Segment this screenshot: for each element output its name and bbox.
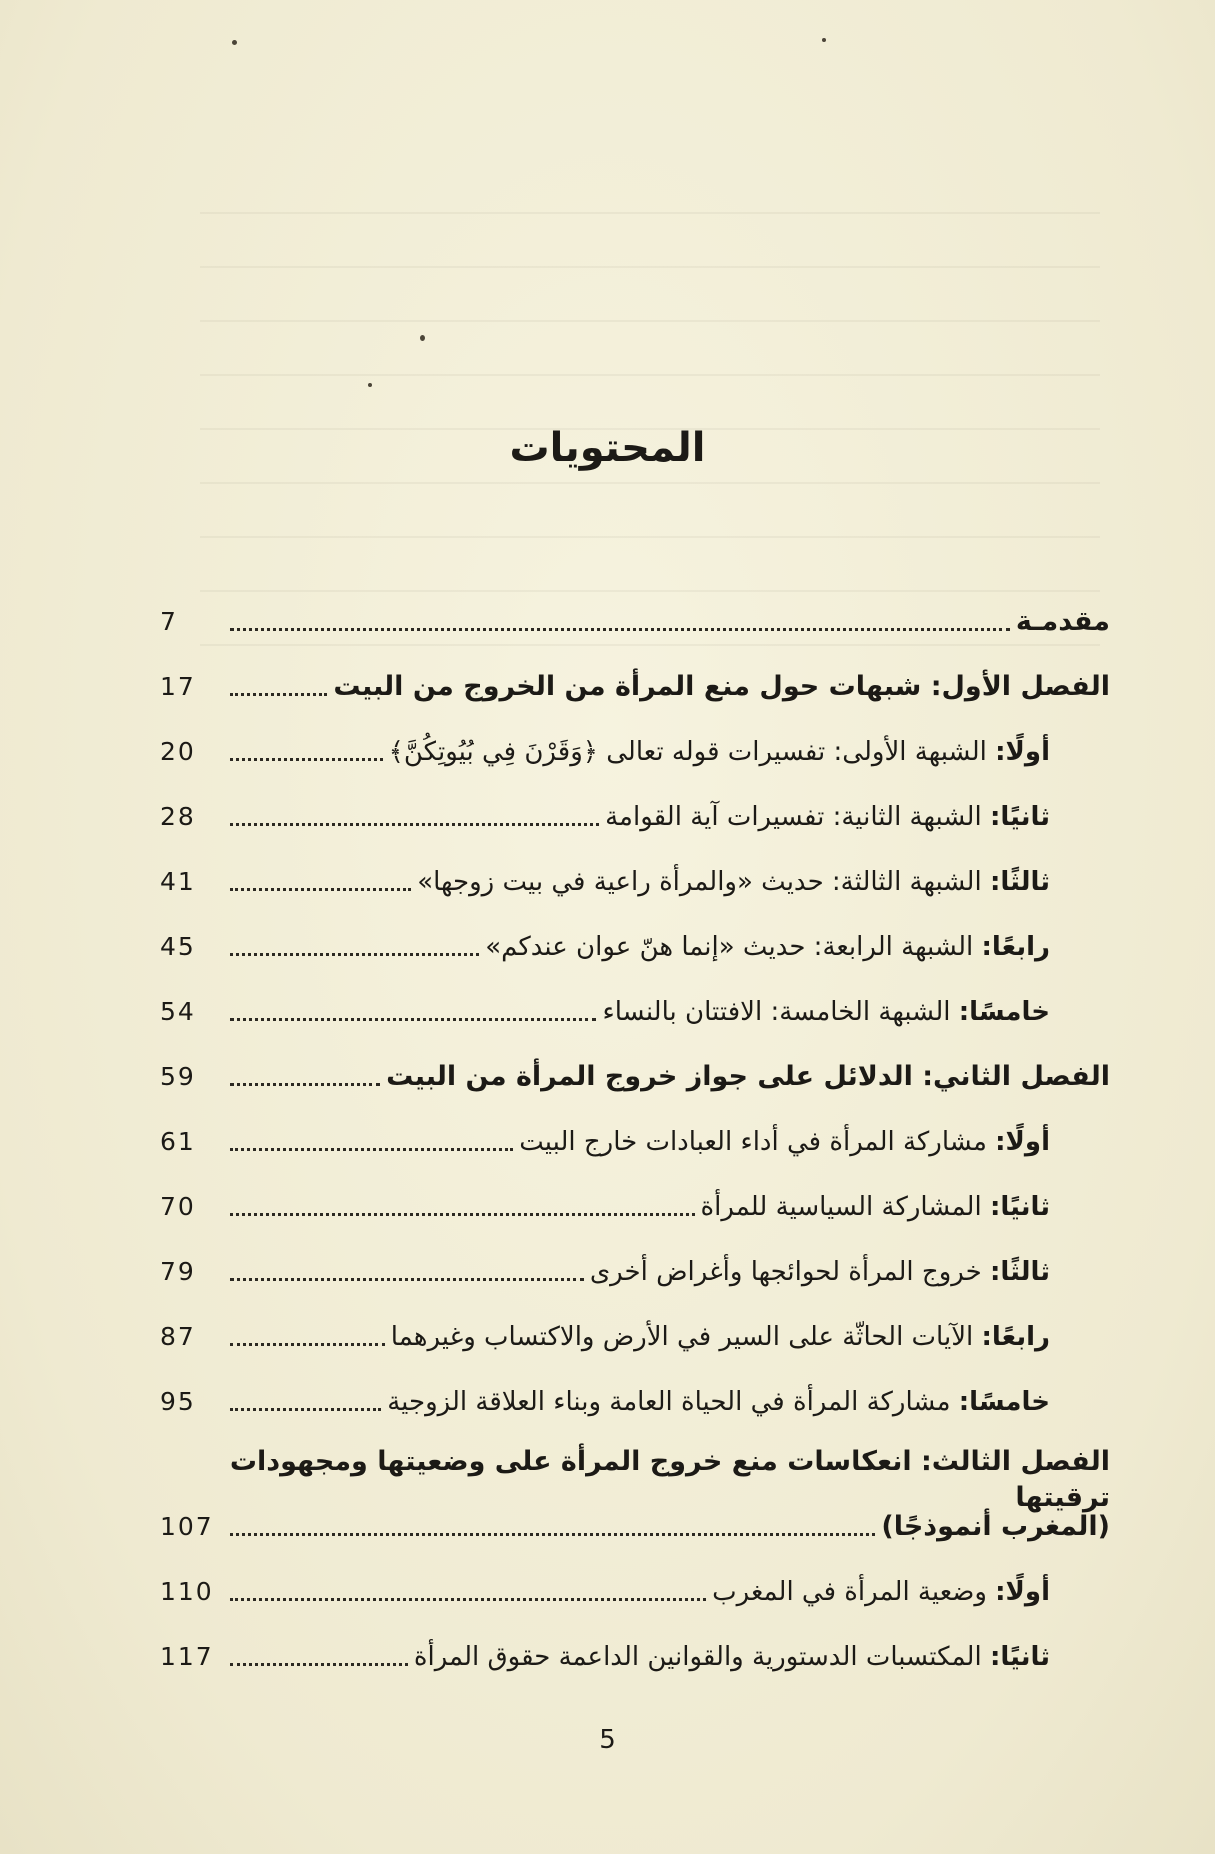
dot-leader [230, 628, 1010, 631]
toc-page-number: 45 [160, 932, 196, 961]
dot-leader [230, 1148, 513, 1151]
ordinal-prefix: خامسًا: [958, 997, 1050, 1027]
entry-text: المشاركة السياسية للمرأة [700, 1192, 990, 1222]
ordinal-prefix: رابعًا: [981, 932, 1050, 962]
toc-page-number: 110 [160, 1577, 214, 1606]
toc-entry-label: الفصل الأول: شبهات حول منع المرأة من الخروج من البيت [333, 671, 1110, 702]
entry-text: الشبهة الثانية: تفسيرات آية القوامة [605, 802, 990, 832]
toc-entry-label [695, 1189, 1110, 1225]
dot-leader [230, 888, 411, 891]
toc-entry-section[interactable] [160, 1625, 1110, 1675]
toc-entry-label [411, 864, 1110, 900]
ordinal-prefix: أولًا: [995, 1127, 1050, 1157]
ordinal-prefix: ثالثًا: [989, 1257, 1050, 1287]
toc-entry-chapter-3-heading[interactable]: الفصل الثالث: انعكاسات منع خروج المرأة على وضعيتها ومجهودات ترقيتها [229, 1446, 1110, 1513]
toc-entry-chapter-3[interactable] [160, 1495, 1110, 1545]
entry-text: الشبهة الخامسة: الافتتان بالنساء [602, 997, 959, 1027]
toc-entry-section[interactable] [160, 1305, 1110, 1355]
toc-entry-label [596, 994, 1110, 1030]
entry-text: الشبهة الأولى: تفسيرات قوله تعالى ﴿وَقَرْنَ فِي بُيُوتِكُنَّ﴾ [388, 737, 996, 767]
paper-speck [822, 38, 826, 42]
toc-entry-section[interactable] [160, 1110, 1110, 1160]
ordinal-prefix: خامسًا: [958, 1387, 1050, 1417]
toc-page-number: 61 [160, 1127, 196, 1156]
toc-entry-chapter-2[interactable] [160, 1045, 1110, 1095]
entry-text: المكتسبات الدستورية والقوانين الداعمة حقوق المرأة [413, 1642, 990, 1672]
toc-page-number: 7 [160, 607, 178, 636]
toc-page-number: 54 [160, 997, 196, 1026]
ordinal-prefix: ثالثًا: [989, 867, 1050, 897]
toc-page-number: 70 [160, 1192, 196, 1221]
ordinal-prefix: أولًا: [995, 737, 1050, 767]
ordinal-prefix: رابعًا: [981, 1322, 1050, 1352]
toc-entry-section[interactable] [160, 785, 1110, 835]
page-number-footer: 5 [599, 1725, 616, 1755]
toc-entry-section[interactable] [160, 980, 1110, 1030]
toc-page-number: 87 [160, 1322, 196, 1351]
toc-entry-label [706, 1574, 1110, 1610]
toc-entry-label: الفصل الثاني: الدلائل على جواز خروج المرأة من البيت [386, 1061, 1110, 1092]
page-title: المحتويات [509, 425, 706, 471]
paper-speck [420, 335, 425, 341]
toc-page-number: 117 [160, 1642, 214, 1671]
dot-leader [230, 1663, 408, 1666]
toc-entry-section[interactable] [160, 720, 1110, 770]
ordinal-prefix: ثانيًا: [989, 1192, 1050, 1222]
toc-page-number: 41 [160, 867, 196, 896]
ordinal-prefix: ثانيًا: [989, 802, 1050, 832]
toc-page-number: 28 [160, 802, 196, 831]
toc-entry-section[interactable] [160, 1370, 1110, 1420]
dot-leader [230, 1408, 381, 1411]
toc-entry-section[interactable] [160, 1175, 1110, 1225]
ordinal-prefix: ثانيًا: [989, 1642, 1050, 1672]
toc-entry-label [513, 1124, 1110, 1160]
toc-entry-label: (المغرب أنموذجًا) [881, 1511, 1110, 1542]
toc-page-number: 59 [160, 1062, 196, 1091]
dot-leader [230, 1213, 695, 1216]
dot-leader [230, 953, 479, 956]
dot-leader [230, 1598, 706, 1601]
entry-text: الشبهة الرابعة: حديث «إنما هنّ عوان عندكم» [485, 932, 982, 962]
toc-entry-section[interactable] [160, 850, 1110, 900]
dot-leader [230, 1533, 875, 1536]
toc-entry-label: مقدمـة [1015, 606, 1110, 637]
toc-entry-label [408, 1639, 1110, 1675]
toc-entry-label [584, 1254, 1110, 1290]
dot-leader [230, 1018, 596, 1021]
dot-leader [230, 758, 383, 761]
toc-page-number: 95 [160, 1387, 196, 1416]
toc-entry-label [479, 929, 1110, 965]
dot-leader [230, 1083, 380, 1086]
toc-entry-section[interactable] [160, 1560, 1110, 1610]
ordinal-prefix: أولًا: [995, 1577, 1050, 1607]
toc-entry-section[interactable] [160, 915, 1110, 965]
entry-text: الآيات الحاثّة على السير في الأرض والاكتساب وغيرهما [390, 1322, 982, 1352]
toc-page-number: 20 [160, 737, 196, 766]
dot-leader [230, 1278, 584, 1281]
toc-page-number: 79 [160, 1257, 196, 1286]
toc-page-number: 17 [160, 672, 196, 701]
toc-entry-label [383, 734, 1110, 770]
entry-text: الشبهة الثالثة: حديث «والمرأة راعية في بيت زوجها» [417, 867, 990, 897]
toc-entry-chapter-1[interactable] [160, 655, 1110, 705]
entry-text: مشاركة المرأة في أداء العبادات خارج البيت [519, 1127, 996, 1157]
paper-speck [368, 383, 372, 387]
toc-entry-label [599, 799, 1110, 835]
entry-text: خروج المرأة لحوائجها وأغراض أخرى [589, 1257, 990, 1287]
toc-entry-section[interactable] [160, 1240, 1110, 1290]
entry-text: مشاركة المرأة في الحياة العامة وبناء العلاقة الزوجية [387, 1387, 959, 1417]
toc-page-number: 107 [160, 1512, 214, 1541]
toc-entry-label [385, 1319, 1110, 1355]
dot-leader [230, 693, 327, 696]
dot-leader [230, 823, 599, 826]
toc-entry-introduction[interactable] [160, 590, 1110, 640]
entry-text: وضعية المرأة في المغرب [712, 1577, 996, 1607]
dot-leader [230, 1343, 385, 1346]
toc-entry-label [381, 1384, 1110, 1420]
paper-speck [232, 40, 237, 45]
